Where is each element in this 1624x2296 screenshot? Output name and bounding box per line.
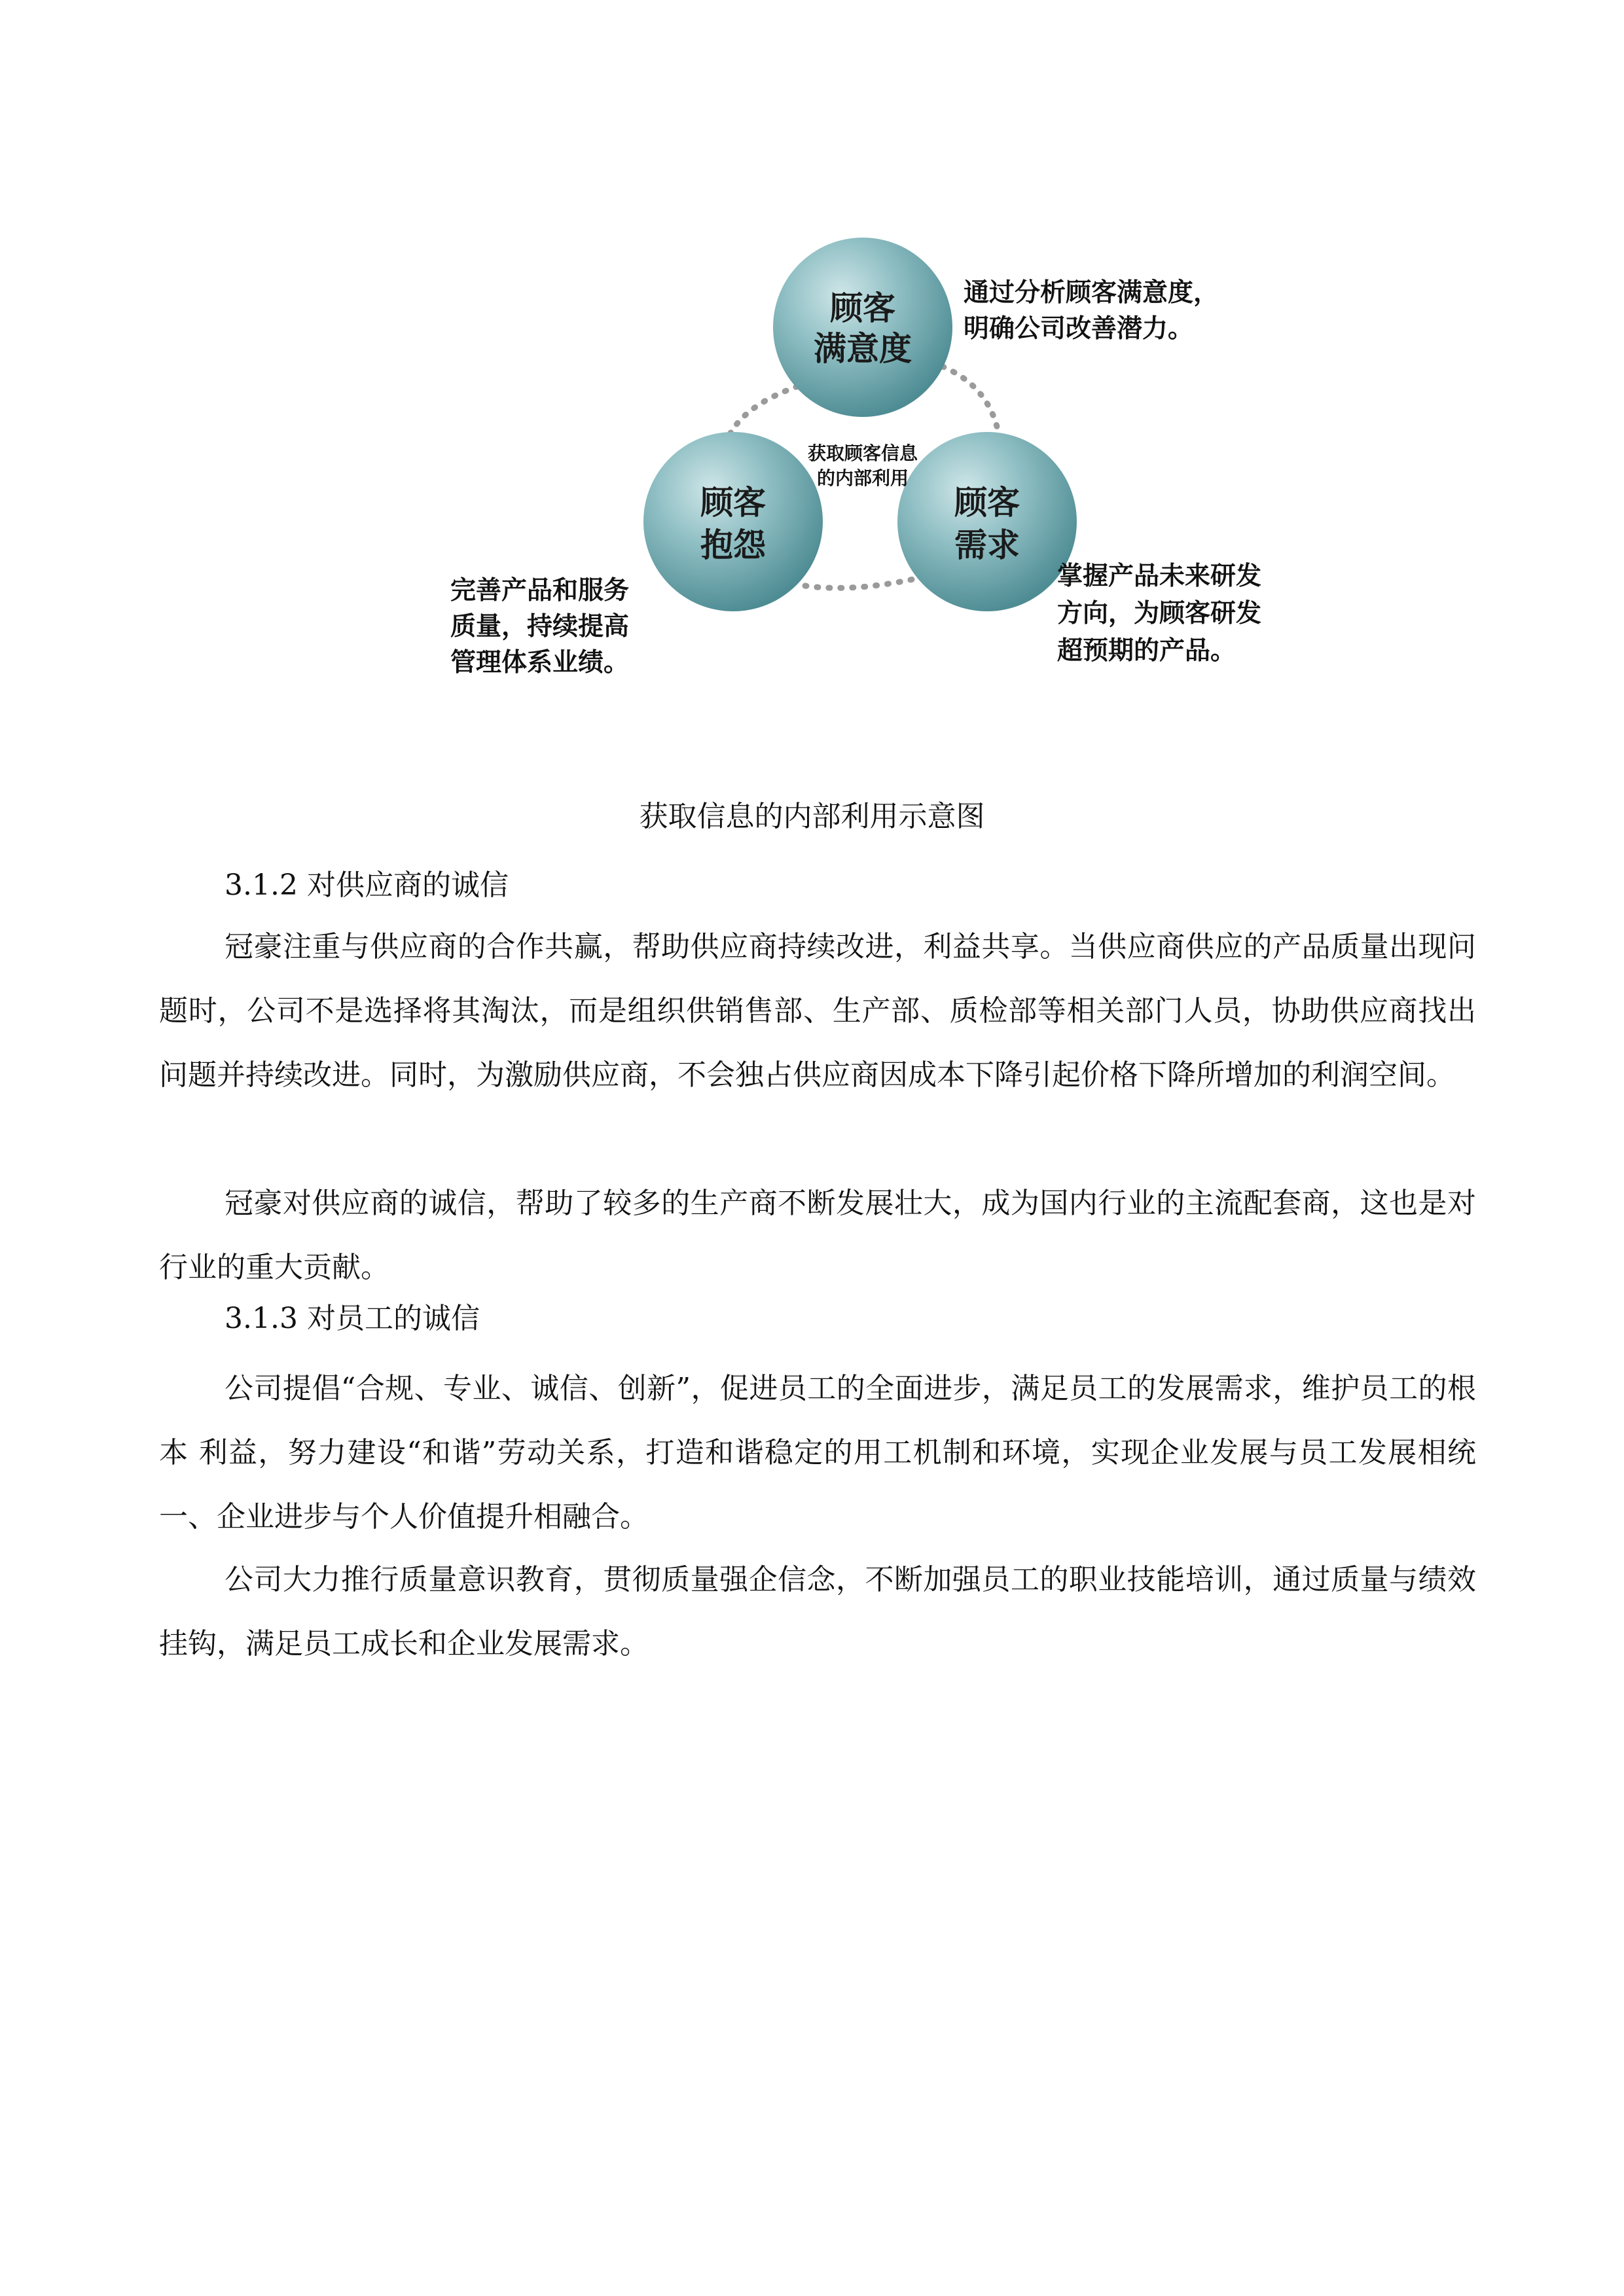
note-top-line2: 明确公司改善潜力。	[964, 314, 1194, 344]
note-left-line1: 完善产品和服务	[450, 576, 630, 605]
figure-caption: 获取信息的内部利用示意图	[639, 800, 985, 833]
node-left-line2: 抱怨	[700, 526, 766, 564]
center-label-line1: 获取顾客信息	[807, 442, 918, 464]
note-right-line3: 超预期的产品。	[1057, 636, 1236, 666]
arc-top-right	[943, 367, 998, 432]
center-label	[808, 442, 918, 489]
customer-info-diagram	[0, 0, 1624, 753]
paragraph-employees-1: 公司提倡“合规、专业、诚信、创新”，促进员工的全面进步，满足员工的发展需求，维护员工的根本 利益，努力建设“和谐”劳动关系，打造和谐稳定的用工机制和环境，实现企业发展与员工发展相统一、企业进步与个人价值提升相融合。	[159, 1372, 1476, 1534]
node-top-line1: 顾客	[830, 289, 895, 327]
section-heading-suppliers: 3.1.2 对供应商的诚信	[225, 869, 509, 902]
note-left-line2: 质量，持续提高	[450, 612, 630, 641]
note-left-line3: 管理体系业绩。	[450, 648, 630, 677]
paragraph-suppliers-1: 冠豪注重与供应商的合作共赢，帮助供应商持续改进，利益共享。当供应商供应的产品质量出现问题时，公司不是选择将其淘汰，而是组织供销售部、生产部、质检部等相关部门人员，协助供应商找出问题并持续改进。同时，为激励供应商，不会独占供应商因成本下降引起价格下降所增加的利润空间。	[159, 930, 1476, 1092]
node-customer-demand	[897, 432, 1077, 611]
node-customer-satisfaction	[773, 238, 952, 417]
note-left	[450, 576, 629, 677]
note-top	[964, 278, 1219, 344]
node-customer-complaint	[643, 432, 823, 611]
note-right	[1057, 562, 1261, 666]
note-right-line2: 方向，为顾客研发	[1057, 599, 1262, 628]
note-top-line1: 通过分析顾客满意度，	[964, 278, 1219, 308]
node-top-line2: 满意度	[814, 330, 912, 368]
paragraph-employees-2: 公司大力推行质量意识教育，贯彻质量强企信念，不断加强员工的职业技能培训，通过质量与绩效挂钩，满足员工成长和企业发展需求。	[159, 1563, 1476, 1660]
paragraph-suppliers-2: 冠豪对供应商的诚信，帮助了较多的生产商不断发展壮大，成为国内行业的主流配套商，这也是对行业的重大贡献。	[159, 1187, 1476, 1284]
center-label-line2: 的内部利用	[816, 467, 909, 489]
arc-bottom	[805, 579, 913, 588]
note-right-line1: 掌握产品未来研发	[1057, 562, 1262, 591]
node-left-line1: 顾客	[700, 484, 766, 522]
section-heading-employees: 3.1.3 对员工的诚信	[225, 1302, 480, 1335]
node-right-line2: 需求	[954, 526, 1020, 564]
node-right-line1: 顾客	[954, 484, 1020, 522]
